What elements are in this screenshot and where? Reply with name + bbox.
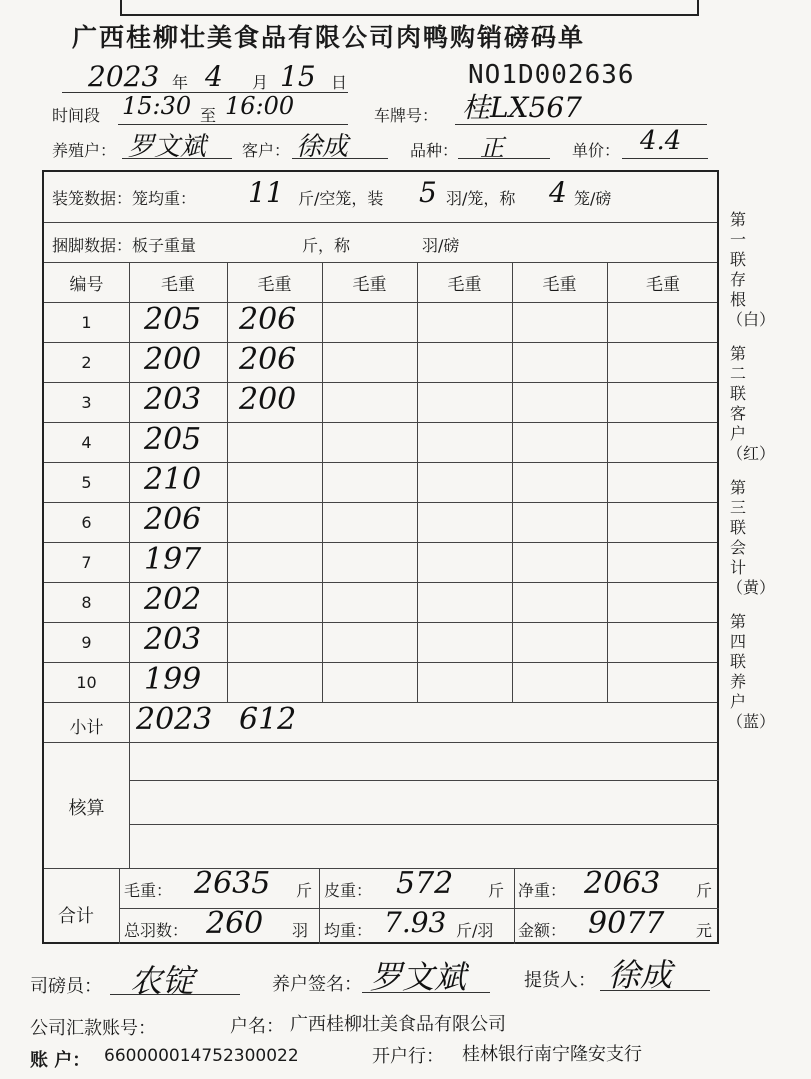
variety-label: 品种： [410,141,459,160]
header-no: 编号 [69,275,104,295]
price-value: 4.4 [640,126,682,156]
row-value: 205 [144,422,202,457]
day-label: 日 [331,73,348,92]
rule [319,868,320,944]
tie-label: 捆脚数据：板子重量 [52,236,197,255]
cage-text1: 斤/空笼，装 [298,189,384,208]
rule [44,742,717,743]
heads-unit: 羽 [292,921,309,940]
weigher-label: 司磅员： [30,976,102,997]
bank-label: 开户行： [372,1046,444,1067]
variety-underline [458,158,550,159]
rule [119,868,120,944]
tare-label: 皮重： [324,881,373,900]
rule [512,262,513,702]
plate-value: 桂LX567 [462,91,582,124]
avg-label: 均重： [324,921,373,940]
time-end: 16:00 [225,92,295,120]
customer-value: 徐成 [296,132,349,162]
rule [129,780,719,781]
header-gross-4: 毛重 [447,275,482,295]
rule [129,824,719,825]
top-strip [120,0,699,16]
tie-text2: 羽/磅 [422,236,460,255]
header-gross-2: 毛重 [257,275,292,295]
row-value: 197 [144,542,202,577]
tie-text1: 斤，称 [302,236,351,255]
rule [607,262,608,702]
rule [417,262,418,702]
row-no: 9 [81,633,92,652]
date-month: 4 [205,60,223,93]
farmer-value: 罗文斌 [128,132,207,162]
price-underline [622,158,708,159]
subtotal-c2: 612 [239,702,297,737]
farmer-underline [122,158,232,159]
time-sep: 至 [200,106,217,125]
net-value: 2063 [584,866,661,901]
row-value: 205 [144,302,202,337]
rule [129,262,130,868]
account-label: 账 户： [30,1050,91,1071]
month-label: 月 [252,73,269,92]
copy-label: 第三联会计（黄） [727,478,776,597]
cage-text2: 羽/笼，称 [446,189,516,208]
net-label: 净重： [518,881,567,900]
row-value: 203 [144,622,202,657]
remit-label: 公司汇款账号： [30,1018,156,1039]
variety-value: 正 [480,134,504,162]
cage-cages: 4 [549,176,567,209]
farmer-signature: 罗文斌 [370,958,467,996]
subtotal-c1: 2023 [136,702,213,737]
time-start: 15:30 [122,92,192,120]
avg-value: 7.93 [384,906,447,939]
row-no: 10 [76,673,97,692]
weighing-table [42,170,719,944]
gross-label: 毛重： [124,881,173,900]
weigher-signature: 农锭 [130,962,195,1000]
rule [44,262,717,263]
avg-unit: 斤/羽 [456,921,494,940]
row-value: 203 [144,382,202,417]
serial-number: NO1D002636 [468,60,635,90]
row-no: 3 [81,393,92,412]
header-gross-5: 毛重 [542,275,577,295]
cage-text3: 笼/磅 [574,189,612,208]
row-value: 200 [239,382,297,417]
rule [322,262,323,702]
year-label: 年 [172,73,189,92]
row-value: 206 [144,502,202,537]
pickup-label: 提货人： [524,970,596,991]
copy-label: 第一联存根（白） [727,210,776,329]
row-no: 6 [81,513,92,532]
date-year: 2023 [88,60,160,93]
pickup-underline [600,990,710,991]
amount-unit: 元 [696,921,713,940]
header-gross-3: 毛重 [352,275,387,295]
copy-labels [727,210,776,746]
rule [44,222,717,223]
heads-label: 总羽数： [124,921,189,940]
date-underline [62,92,348,93]
account-number: 660000014752300022 [104,1046,299,1066]
cage-weight: 11 [248,176,284,209]
time-label: 时间段 [52,106,101,125]
row-no: 5 [81,473,92,492]
tare-value: 572 [396,866,454,901]
rule [514,868,515,944]
amount-label: 金额： [518,921,567,940]
gross-value: 2635 [194,866,271,901]
header-gross-1: 毛重 [161,275,195,295]
farmer-sign-underline [362,992,490,993]
heads-value: 260 [206,906,264,941]
weigher-underline [110,994,240,995]
plate-underline [455,124,707,125]
farmer-sign-label: 养户签名： [272,974,362,995]
plate-label: 车牌号： [374,106,439,125]
row-value: 202 [144,582,202,617]
time-underline [118,124,348,125]
pickup-signature: 徐成 [608,956,673,994]
form-title: 广西桂柳壮美食品有限公司肉鸭购销磅码单 [72,23,586,52]
customer-underline [292,158,388,159]
rule [227,262,228,702]
total-label: 合计 [58,906,94,927]
row-value: 199 [144,662,202,697]
customer-label: 客户： [242,141,291,160]
row-no: 4 [81,433,92,452]
row-value: 200 [144,342,202,377]
row-value: 206 [239,302,297,337]
gross-unit: 斤 [296,881,313,900]
check-label: 核算 [68,798,105,819]
subtotal-label: 小计 [69,718,104,738]
row-no: 2 [81,353,92,372]
amount-value: 9077 [588,906,665,941]
cage-label: 装笼数据：笼均重： [52,189,197,208]
copy-label: 第二联客户（红） [727,344,776,463]
row-no: 7 [81,553,92,572]
price-label: 单价： [572,141,621,160]
row-no: 8 [81,593,92,612]
tare-unit: 斤 [488,881,505,900]
date-day: 15 [280,60,316,93]
net-unit: 斤 [696,881,713,900]
account-name-label: 户名： [230,1016,284,1037]
copy-label: 第四联养户（蓝） [727,612,776,731]
header-gross-6: 毛重 [646,275,680,295]
cage-count: 5 [419,176,437,209]
row-value: 206 [239,342,297,377]
row-value: 210 [144,462,202,497]
account-name: 广西桂柳壮美食品有限公司 [290,1014,506,1035]
bank-name: 桂林银行南宁隆安支行 [462,1044,642,1065]
farmer-label: 养殖户： [52,141,117,160]
row-no: 1 [81,313,92,332]
